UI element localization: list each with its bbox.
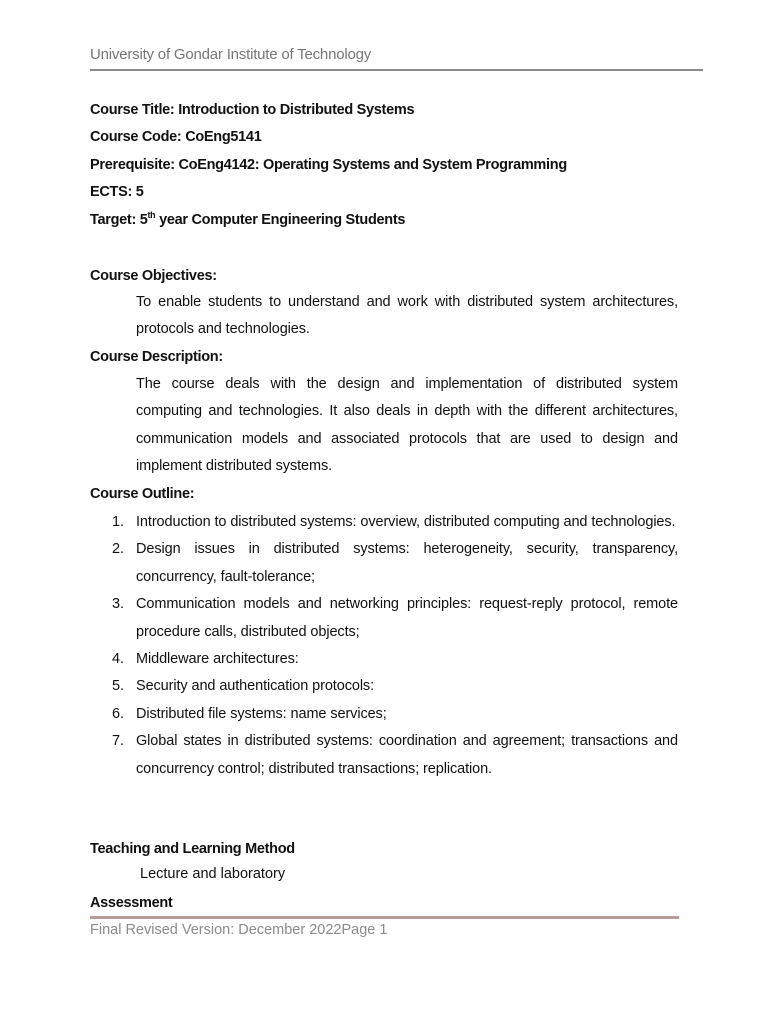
header-divider bbox=[90, 69, 703, 71]
page-footer: Final Revised Version: December 2022Page 1 bbox=[90, 922, 388, 938]
list-item-number: 4. bbox=[112, 651, 124, 668]
footer-divider bbox=[90, 916, 679, 919]
teaching-heading: Teaching and Learning Method bbox=[90, 841, 295, 857]
list-item-text: Introduction to distributed systems: overview, distributed computing and technologies. bbox=[136, 514, 676, 530]
course-outline-list bbox=[90, 509, 678, 783]
course-target bbox=[90, 210, 690, 237]
target-suffix: year Computer Engineering Students bbox=[155, 211, 406, 228]
list-item-text: Design issues in distributed systems: heterogeneity, security, transparency, concurrency, fault-tolerance; bbox=[136, 541, 678, 585]
outline-heading: Course Outline: bbox=[90, 486, 195, 502]
list-item bbox=[90, 701, 678, 728]
description-heading: Course Description: bbox=[90, 349, 223, 365]
course-ects: ECTS: 5 bbox=[90, 184, 144, 201]
list-item bbox=[90, 591, 678, 646]
list-item-number: 7. bbox=[112, 733, 124, 750]
course-title: Course Title: Introduction to Distributed Systems bbox=[90, 102, 415, 118]
course-code: Course Code: CoEng5141 bbox=[90, 129, 262, 146]
list-item bbox=[90, 646, 678, 673]
list-item-text: Security and authentication protocols: bbox=[136, 678, 375, 695]
list-item-text: Global states in distributed systems: coordination and agreement; transactions and concurrency control; distributed transactions; replication. bbox=[136, 733, 678, 777]
list-item-text: Communication models and networking principles: request-reply protocol, remote procedure calls, distributed objects; bbox=[136, 596, 678, 640]
list-item-number: 1. bbox=[112, 514, 124, 530]
target-superscript: th bbox=[147, 209, 156, 220]
list-item bbox=[90, 536, 678, 591]
assessment-heading: Assessment bbox=[90, 895, 173, 911]
course-meta bbox=[90, 100, 690, 237]
list-item bbox=[90, 728, 678, 783]
list-item bbox=[90, 509, 678, 536]
description-text: The course deals with the design and implementation of distributed system computing and technologies. It also deals in depth with the different architectures, communication models and associated protocols that are used to design and implement distributed systems. bbox=[136, 376, 678, 475]
list-item-number: 3. bbox=[112, 596, 124, 613]
list-item-text: Distributed file systems: name services; bbox=[136, 705, 387, 722]
objectives-text: To enable students to understand and work with distributed system architectures, protocols and technologies. bbox=[136, 294, 678, 338]
list-item bbox=[90, 673, 678, 700]
teaching-text: Lecture and laboratory bbox=[140, 866, 286, 882]
list-item-number: 5. bbox=[112, 678, 124, 695]
list-item-number: 6. bbox=[112, 705, 124, 722]
course-prerequisite: Prerequisite: CoEng4142: Operating Systems and System Programming bbox=[90, 156, 567, 173]
objectives-heading: Course Objectives: bbox=[90, 268, 217, 284]
institution-name: University of Gondar Institute of Technology bbox=[90, 46, 372, 63]
list-item-text: Middleware architectures: bbox=[136, 651, 299, 668]
target-prefix: Target: 5 bbox=[90, 211, 148, 228]
list-item-number: 2. bbox=[112, 541, 124, 558]
